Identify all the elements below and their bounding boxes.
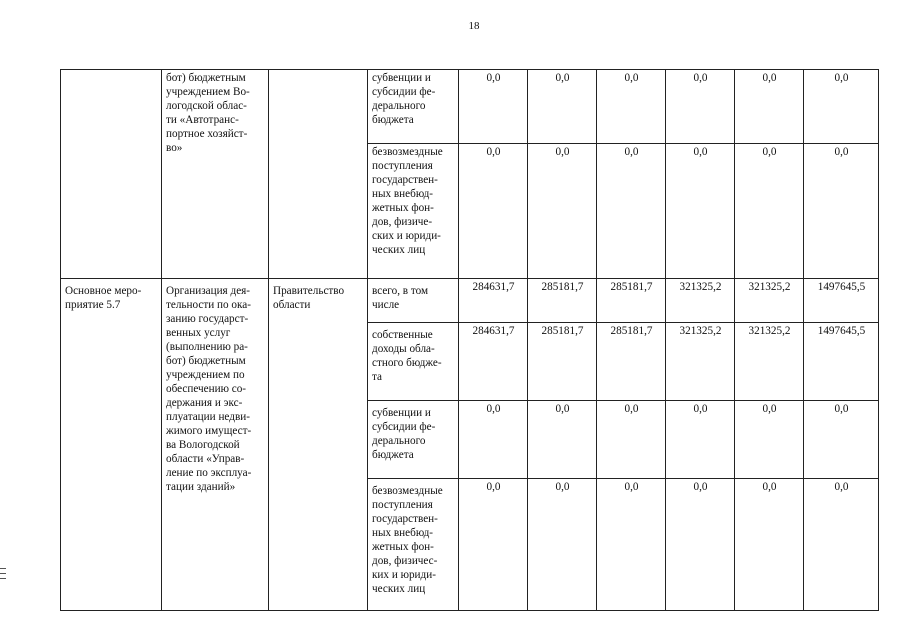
executor-cell-line: логодской облас-: [166, 100, 247, 112]
value-cell: 285181,7: [528, 323, 597, 401]
funding-source-cell: [368, 479, 459, 611]
funding-source-cell-line: поступления: [372, 499, 433, 511]
executor-cell-line: (выполнению ра-: [166, 341, 248, 353]
funding-source-cell-line: ных внебюд-: [372, 188, 434, 200]
funding-source-cell-line: дерального: [372, 435, 426, 447]
value-cell: 285181,7: [597, 323, 666, 401]
measure-cell-line: Основное меро-: [65, 285, 142, 297]
responsible-cell: [269, 70, 368, 279]
value-cell: 0,0: [528, 479, 597, 611]
executor-cell-line: во»: [166, 142, 183, 154]
value-cell: 0,0: [528, 70, 597, 144]
value-cell: 0,0: [597, 401, 666, 479]
value-cell: 0,0: [459, 144, 528, 279]
value-cell: 0,0: [735, 479, 804, 611]
executor-cell-line: тельности по ока-: [166, 299, 251, 311]
value-cell: 284631,7: [459, 323, 528, 401]
table-body: [61, 70, 879, 611]
executor-cell-line: области «Управ-: [166, 453, 245, 465]
funding-source-cell-line: числе: [372, 299, 400, 311]
funding-source-cell-line: ческих лиц: [372, 244, 426, 256]
responsible-cell: [269, 279, 368, 611]
funding-source-cell: [368, 323, 459, 401]
executor-cell-line: занию государст-: [166, 313, 249, 325]
funding-source-cell-line: поступления: [372, 160, 433, 172]
funding-source-cell-line: стного бюдже-: [372, 357, 442, 369]
value-cell: 0,0: [459, 70, 528, 144]
value-cell: 1497645,5: [804, 279, 879, 323]
value-cell: 0,0: [804, 479, 879, 611]
executor-cell-line: учреждением Во-: [166, 86, 250, 98]
funding-source-cell-line: безвозмездные: [372, 485, 443, 497]
responsible-cell-line: области: [273, 299, 311, 311]
value-cell: 321325,2: [666, 323, 735, 401]
value-cell: 0,0: [804, 401, 879, 479]
funding-source-cell-line: дов, физиче-: [372, 216, 433, 228]
measure-cell-line: приятие 5.7: [65, 299, 121, 311]
value-cell: 285181,7: [597, 279, 666, 323]
funding-source-cell-line: субвенции и: [372, 407, 431, 419]
value-cell: 0,0: [666, 479, 735, 611]
funding-source-cell-line: бюджета: [372, 449, 414, 461]
value-cell: 0,0: [666, 401, 735, 479]
value-cell: 1497645,5: [804, 323, 879, 401]
value-cell: 0,0: [666, 144, 735, 279]
funding-source-cell-line: безвозмездные: [372, 146, 443, 158]
funding-source-cell-line: ных внебюд-: [372, 527, 434, 539]
value-cell: 0,0: [804, 70, 879, 144]
executor-cell-line: ти «Автотранс-: [166, 114, 239, 126]
funding-source-cell-line: ских и юриди-: [372, 230, 441, 242]
executor-cell-line: ва Вологодской: [166, 439, 240, 451]
value-cell: 0,0: [666, 70, 735, 144]
funding-source-cell-line: субвенции и: [372, 72, 431, 84]
executor-cell-line: тации зданий»: [166, 481, 236, 493]
funding-source-cell-line: ких и юриди-: [372, 569, 436, 581]
measure-cell: [61, 279, 162, 611]
funding-source-cell-line: субсидии фе-: [372, 86, 436, 98]
value-cell: 284631,7: [459, 279, 528, 323]
value-cell: 0,0: [597, 479, 666, 611]
funding-source-cell: [368, 70, 459, 144]
value-cell: 285181,7: [528, 279, 597, 323]
table-row: [61, 279, 879, 323]
value-cell: 0,0: [735, 144, 804, 279]
value-cell: 321325,2: [666, 279, 735, 323]
value-cell: 0,0: [597, 144, 666, 279]
funding-source-cell-line: ческих лиц: [372, 583, 426, 595]
funding-source-cell-line: дов, физичес-: [372, 555, 438, 567]
funding-source-cell-line: дерального: [372, 100, 426, 112]
funding-source-cell: [368, 144, 459, 279]
responsible-cell-line: Правительство: [273, 285, 345, 297]
value-cell: 0,0: [459, 479, 528, 611]
executor-cell-line: держания и экс-: [166, 397, 243, 409]
funding-source-cell-line: доходы обла-: [372, 343, 435, 355]
value-cell: 321325,2: [735, 323, 804, 401]
table-row: [61, 70, 879, 144]
funding-source-cell-line: государствен-: [372, 513, 438, 525]
value-cell: 0,0: [804, 144, 879, 279]
executor-cell-line: учреждением по: [166, 369, 245, 381]
value-cell: 0,0: [459, 401, 528, 479]
funding-source-cell-line: собственные: [372, 329, 433, 341]
executor-cell-line: плуатации недви-: [166, 411, 250, 423]
funding-source-cell-line: бюджета: [372, 114, 414, 126]
executor-cell-line: Организация дея-: [166, 285, 251, 297]
funding-source-cell-line: та: [372, 371, 382, 383]
value-cell: 0,0: [528, 401, 597, 479]
funding-source-cell: [368, 279, 459, 323]
executor-cell-line: ление по эксплуа-: [166, 467, 252, 479]
funding-source-cell: [368, 401, 459, 479]
executor-cell-line: портное хозяйст-: [166, 128, 248, 140]
executor-cell-line: обеспечению со-: [166, 383, 247, 395]
value-cell: 0,0: [528, 144, 597, 279]
value-cell: 0,0: [735, 70, 804, 144]
executor-cell: [162, 279, 269, 611]
measure-cell: [61, 70, 162, 279]
executor-cell-line: бот) бюджетным: [166, 355, 246, 367]
funding-source-cell-line: субсидии фе-: [372, 421, 436, 433]
value-cell: 321325,2: [735, 279, 804, 323]
value-cell: 0,0: [597, 70, 666, 144]
funding-source-cell-line: жетных фон-: [372, 202, 434, 214]
funding-source-cell-line: жетных фон-: [372, 541, 434, 553]
executor-cell-line: бот) бюджетным: [166, 72, 246, 84]
executor-cell-line: жимого имущест-: [166, 425, 252, 437]
funding-source-cell-line: всего, в том: [372, 285, 429, 297]
page-number: 18: [468, 20, 480, 32]
funding-source-cell-line: государствен-: [372, 174, 438, 186]
budget-table: [60, 69, 879, 611]
scan-edge-mark: [0, 568, 6, 583]
executor-cell-line: венных услуг: [166, 327, 231, 339]
value-cell: 0,0: [735, 401, 804, 479]
executor-cell: [162, 70, 269, 279]
